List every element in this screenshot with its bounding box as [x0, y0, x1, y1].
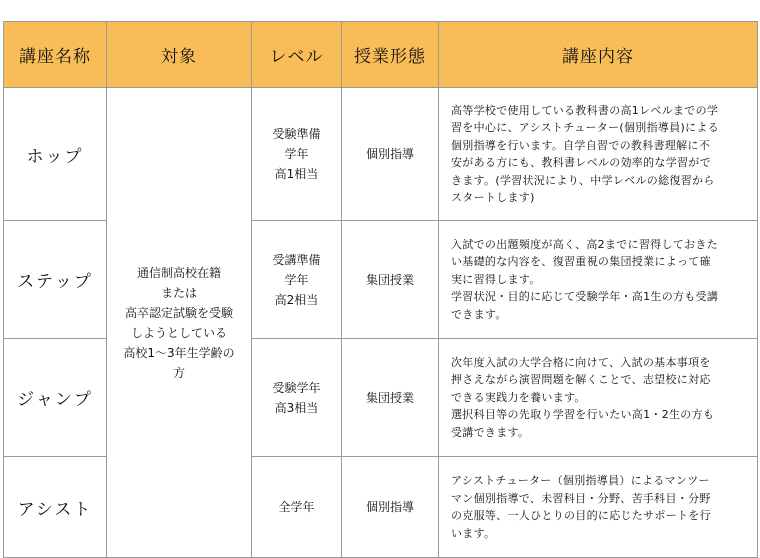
content-assist: アシストチューター（個別指導員）によるマンツー マン個別指導で、未習科目・分野、苦手科目・分野 の克服等、一人ひとりの目的に応じたサポートを行 います。	[439, 457, 758, 558]
format-jump: 集団授業	[342, 339, 439, 457]
level-hop: 受験準備 学年 高1相当	[252, 88, 342, 221]
format-step: 集団授業	[342, 221, 439, 339]
content-hop: 高等学校で使用している教科書の高1レベルまでの学 習を中心に、アシストチューター(個別指導員)による 個別指導を行います。自学自習での教科書理解に不 安がある方にも、教科書レベルの効率的な学習がで きます。(学習状況により、中学レベルの総復習から スタートします)	[439, 88, 758, 221]
header-target: 対象	[107, 22, 252, 88]
level-assist: 全学年	[252, 457, 342, 558]
header-format: 授業形態	[342, 22, 439, 88]
header-content: 講座内容	[439, 22, 758, 88]
format-hop: 個別指導	[342, 88, 439, 221]
course-name-jump: ジャンプ	[4, 339, 107, 457]
header-course-name: 講座名称	[4, 22, 107, 88]
header-level: レベル	[252, 22, 342, 88]
course-name-assist: アシスト	[4, 457, 107, 558]
format-assist: 個別指導	[342, 457, 439, 558]
header-row	[4, 22, 758, 88]
course-table	[3, 21, 758, 558]
course-name-step: ステップ	[4, 221, 107, 339]
target-cell: 通信制高校在籍 または 高卒認定試験を受験 しようとしている 高校1～3年生学齢の 方	[107, 88, 252, 558]
content-step: 入試での出題頻度が高く、高2までに習得しておきた い基礎的な内容を、復習重視の集団授業によって確 実に習得します。 学習状況・目的に応じて受験学年・高1生の方も受講 できます。	[439, 221, 758, 339]
course-name-hop: ホップ	[4, 88, 107, 221]
content-jump: 次年度入試の大学合格に向けて、入試の基本事項を 押さえながら演習問題を解くことで、志望校に対応 できる実践力を養います。 選択科目等の先取り学習を行いたい高1・2生の方も 受講できます。	[439, 339, 758, 457]
level-step: 受講準備 学年 高2相当	[252, 221, 342, 339]
table-row	[4, 88, 758, 221]
level-jump: 受験学年 高3相当	[252, 339, 342, 457]
